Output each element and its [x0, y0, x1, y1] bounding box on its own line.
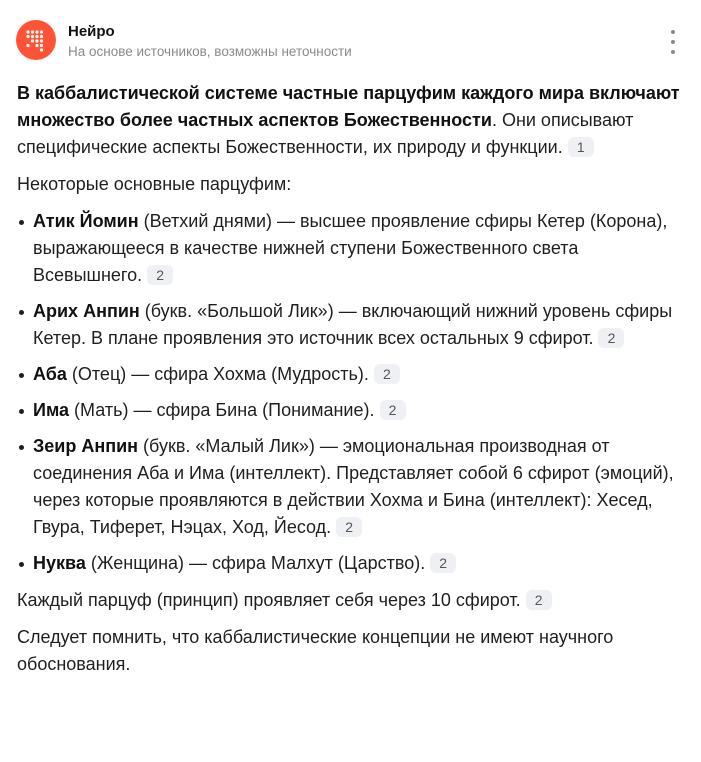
more-dot	[671, 30, 675, 34]
list-item	[17, 550, 689, 577]
item-term: Зеир Анпин	[33, 436, 139, 456]
intro-paragraph	[17, 80, 689, 161]
neuro-logo-glyph	[23, 27, 49, 53]
summary-text: Каждый парцуф (принцип) проявляет себя через 10 сфирот.	[17, 590, 521, 610]
source-ref-badge[interactable]: 2	[374, 364, 400, 384]
item-term: Аба	[33, 364, 67, 384]
more-dot	[671, 40, 675, 44]
neuro-logo-icon	[16, 20, 56, 60]
disclaimer-paragraph: Следует помнить, что каббалистические концепции не имеют научного обоснования.	[17, 627, 614, 674]
list-item	[17, 361, 689, 388]
answer-header	[16, 20, 685, 64]
item-text: (Ветхий днями) — высшее проявление сфиры Кетер (Корона), выражающееся в качестве нижней ступени Божественного света Всевышнего.	[33, 211, 668, 285]
item-text: (букв. «Большой Лик») — включающий нижний уровень сфиры Кетер. В плане проявления это источник всех остальных 9 сфирот.	[33, 301, 673, 348]
list-item	[17, 397, 689, 424]
item-text: (Женщина) — сфира Малхут (Царство).	[85, 553, 426, 573]
brand-name: Нейро	[68, 23, 115, 40]
item-text: (Мать) — сфира Бина (Понимание).	[69, 400, 375, 420]
item-term: Арих Анпин	[33, 301, 140, 321]
item-text: (Отец) — сфира Хохма (Мудрость).	[66, 364, 369, 384]
item-term: Нуква	[33, 553, 86, 573]
source-ref-badge[interactable]: 2	[380, 400, 406, 420]
summary-paragraph	[17, 587, 689, 614]
list-item	[17, 208, 689, 289]
item-text: (букв. «Малый Лик») — эмоциональная производная от соединения Аба и Има (интеллект). Представляет собой 6 сфирот (эмоций), через которые проявляются в действии Хохма и Бина (интеллект): Хесед, Гвура, Тиферет, Нэцах, Ход, Йесод.	[33, 436, 674, 537]
source-ref-badge[interactable]: 2	[147, 265, 173, 285]
source-ref-badge[interactable]: 2	[598, 328, 624, 348]
intro-bold: В каббалистической системе частные парцуфим каждого мира включают множество более частных аспектов Божественности	[17, 83, 680, 130]
more-dot	[671, 50, 675, 54]
list-item	[17, 298, 689, 352]
intro-text: . Они описывают специфические аспекты Божественности, их природу и функции.	[17, 110, 634, 157]
source-ref-badge[interactable]: 2	[430, 553, 456, 573]
item-term: Има	[33, 400, 70, 420]
list-title: Некоторые основные парцуфим:	[17, 174, 292, 194]
partzufim-list	[17, 208, 689, 577]
list-item	[17, 433, 689, 541]
source-disclaimer: На основе источников, возможны неточности	[68, 44, 352, 59]
source-ref-badge[interactable]: 1	[568, 137, 594, 157]
source-ref-badge[interactable]: 2	[526, 590, 552, 610]
more-options-icon[interactable]	[665, 30, 681, 54]
answer-body	[17, 80, 689, 688]
item-term: Атик Йомин	[33, 211, 139, 231]
source-ref-badge[interactable]: 2	[336, 517, 362, 537]
